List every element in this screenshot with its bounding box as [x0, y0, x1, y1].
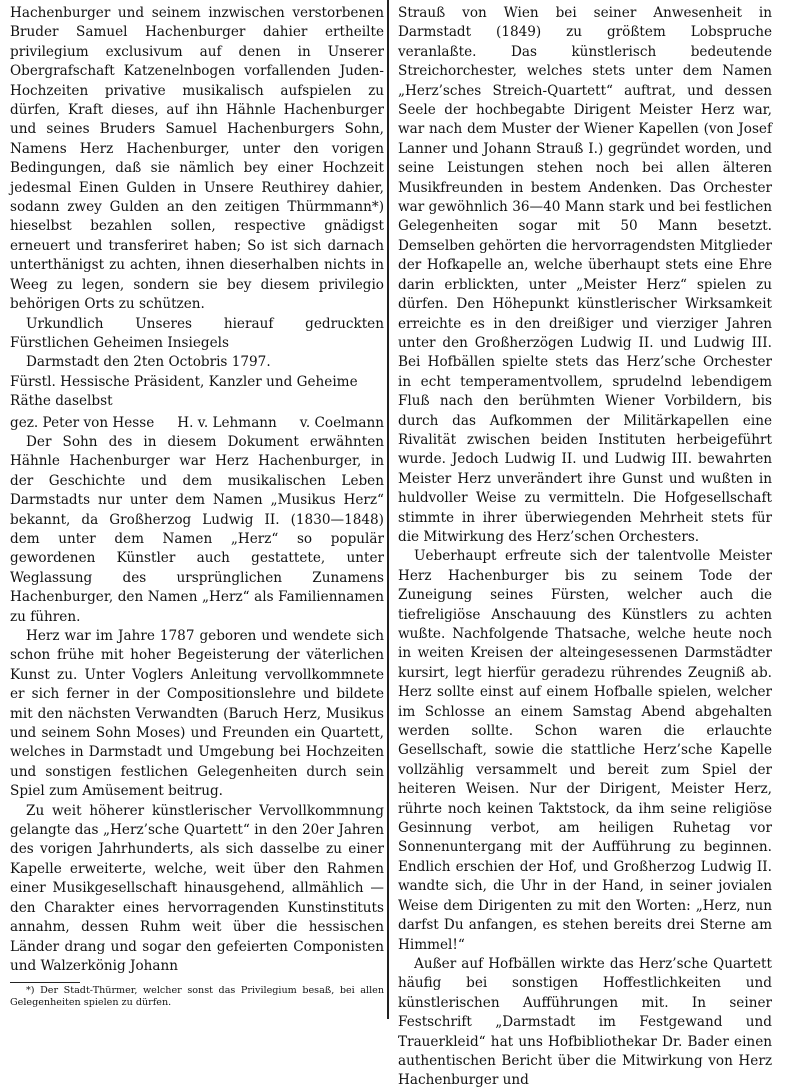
- born-paragraph: Herz war im Jahre 1787 geboren und wendete sich schon frühe mit hoher Begeisterung der väterlichen Kunst zu. Unter Voglers Anleitung vervollkommnete er sich ferner in der Compositionslehre und bildete mit den nächsten Verwandten (Baruch Herz, Musikus und seinem Sohn Moses) und Freunden ein Quartett, welches in Darmstadt und Umgebung bei Hochzeiten und sonstigen festlichen Gelegenheiten durch sein Spiel zum Amüsement beitrug.: [10, 628, 384, 800]
- strauss-paragraph: Strauß von Wien bei seiner Anwesenheit in Darmstadt (1849) zu größtem Lobspruche veranlaßte. Das künstlerisch bedeutende Streichorchester, welches stets unter dem Namen „Herz’sches Streich-Quartett“ auftrat, und dessen Seele der hochbegabte Dirigent Meister Herz war, war nach dem Muster der Wiener Kapellen (von Josef Lanner und Johann Strauß I.) gegründet worden, und seine Leistungen stehen noch bei allen älteren Musikfreunden in bestem Andenken. Das Orchester war gewöhnlich 36—40 Mann stark und bei festlichen Gelegenheiten sogar mit 50 Mann besetzt. Demselben gehörten die hervorragendsten Mitglieder der Hofkapelle an, welche überhaupt stets eine Ehre darin erblickten, unter „Meister Herz“ spielen zu dürfen. Den Höhepunkt künstlerischer Wirksamkeit erreichte es in den dreißiger und vierziger Jahren unter den Großherzögen Ludwig II. und Ludwig III. Bei Hofbällen spielte stets das Herz’sche Orchester in echt temperamentvollem, sprudelnd lebendigem Fluß nach den berühmten Wiener Vorbildern, bis durch das Aufkommen der Militärkapellen eine Rivalität zwischen beiden Instituten herbeigeführt wurde. Jedoch Ludwig II. und Ludwig III. bewahrten Meister Herz unverändert ihre Gunst und wußten in huldvoller Weise zu vermitteln. Die Hofgesellschaft stimmte in ihrer überwiegenden Mehrheit stets für die Mitwirkung des Herz’schen Orchesters.: [398, 5, 772, 545]
- meister-paragraph: Ueberhaupt erfreute sich der talentvolle Meister Herz Hachenburger bis zu seinem Tode der Zuneigung seines Fürsten, welcher auch die tiefreligiöse Anschauung des Künstlers zu achten wußte. Nachfolgende Thatsache, welche heute noch in weiten Kreisen der alteingesessenen Darmstädter kursirt, legt hierfür geradezu rührendes Zeugniß ab. Herz sollte einst auf einem Hofballe spielen, welcher im Schlosse an einem Samstag Abend abgehalten werden sollte. Schon waren die erlauchte Gesellschaft, sowie die stattliche Herz’sche Kapelle vollzählig versammelt und bereit zum Spiel der heiteren Weisen. Nur der Dirigent, Meister Herz, rührte noch keinen Taktstock, da ihm seine religiöse Gesinnung verbot, am heiligen Ruhetag vor Sonnenuntergang mit der Aufführung zu beginnen. Endlich erschien der Hof, und Großherzog Ludwig II. wandte sich, die Uhr in der Hand, in seiner jovialen Weise dem Dirigenten zu mit den Worten: „Herz, nun darfst Du anfangen, es stehen bereits drei Sterne am Himmel!“: [398, 548, 772, 953]
- date-line: Darmstadt den 2ten Octobris 1797.: [26, 354, 271, 371]
- son-paragraph: Der Sohn des in diesem Dokument erwähnten Hähnle Hachenburger war Herz Hachenburger, in der Geschichte und dem musikalischen Leben Darmstadts nur unter dem Namen „Musikus Herz“ bekannt, da Großherzog Ludwig II. (1830—1848) dem unter dem Namen „Herz“ so populär gewordenen Künstler auch gestattete, unter Weglassung des ursprünglichen Zunamens Hachenburger, den Namen „Herz“ als Familiennamen zu führen.: [10, 433, 384, 625]
- signature-coelmann: v. Coelmann: [299, 414, 384, 431]
- council-line-1: Fürstl. Hessische Präsident, Kanzler und Geheime: [10, 373, 358, 390]
- signature-hesse: gez. Peter von Hesse: [10, 414, 155, 431]
- seal-paragraph: Urkundlich Unseres hierauf gedruckten Fürstlichen Geheimen Insiegels: [10, 315, 384, 351]
- right-column: [398, 4, 772, 1091]
- quartet-paragraph: Zu weit höherer künstlerischer Vervollkommnung gelangte das „Herz’sche Quartett“ in den 20er Jahren des vorigen Jahrhunderts, als sich dasselbe zu einer Kapelle erweiterte, welche, weit über den Rahmen einer Musikgesellschaft hinausgehend, allmählich — den Charakter eines hervorragenden Kunstinstituts annahm, dessen Ruhm weit über die hessischen Länder drang und sogar den gefeierten Componisten und Walzerkönig Johann: [10, 802, 384, 974]
- footnote-rule: [10, 982, 80, 983]
- signature-line: [10, 414, 384, 433]
- privilege-paragraph: Hachenburger und seinem inzwischen verstorbenen Bruder Samuel Hachenburger dahier ertheilte privilegium exclusivum auf denen in Unserer Obergrafschaft Katzenelnbogen vorfallenden Juden-Hochzeiten privative musikalisch aufspielen zu dürfen, Kraft dieses, auf ihn Hähnle Hachenburger und seines Bruders Samuel Hachenburgers Sohn, Namens Herz Hachenburger, unter den vorigen Bedingungen, daß sie nämlich bey einer Hochzeit jedesmal Einen Gulden in Unsere Reuthirey dahier, sodann zwey Gulden an den zeitigen Thürmmann*) hieselbst bezahlen sollen, respective gnädigst erneuert und transferiret haben; So ist sich darnach unterthänigst zu achten, ihnen dieserhalben nichts in Weeg zu legen, sondern sie bey diesem privilegio behörigen Orts zu schützen.: [10, 5, 384, 313]
- signature-lehmann: H. v. Lehmann: [177, 414, 277, 431]
- left-column: [10, 4, 384, 1008]
- column-divider: [387, 0, 389, 1019]
- hofbaelle-paragraph: Außer auf Hofbällen wirkte das Herz’sche Quartett häufig bei sonstigen Hoffestlichkeiten und künstlerischen Aufführungen mit. In seiner Festschrift „Darmstadt im Festgewand und Trauerkleid“ hat uns Hofbibliothekar Dr. Bader einen authentischen Bericht über die Mitwirkung von Herz Hachenburger und: [398, 955, 772, 1089]
- footnote: *) Der Stadt-Thürmer, welcher sonst das Privilegium besaß, bei allen Gelegenheiten spielen zu dürfen.: [10, 985, 384, 1008]
- council-line-2: Räthe daselbst: [10, 393, 113, 410]
